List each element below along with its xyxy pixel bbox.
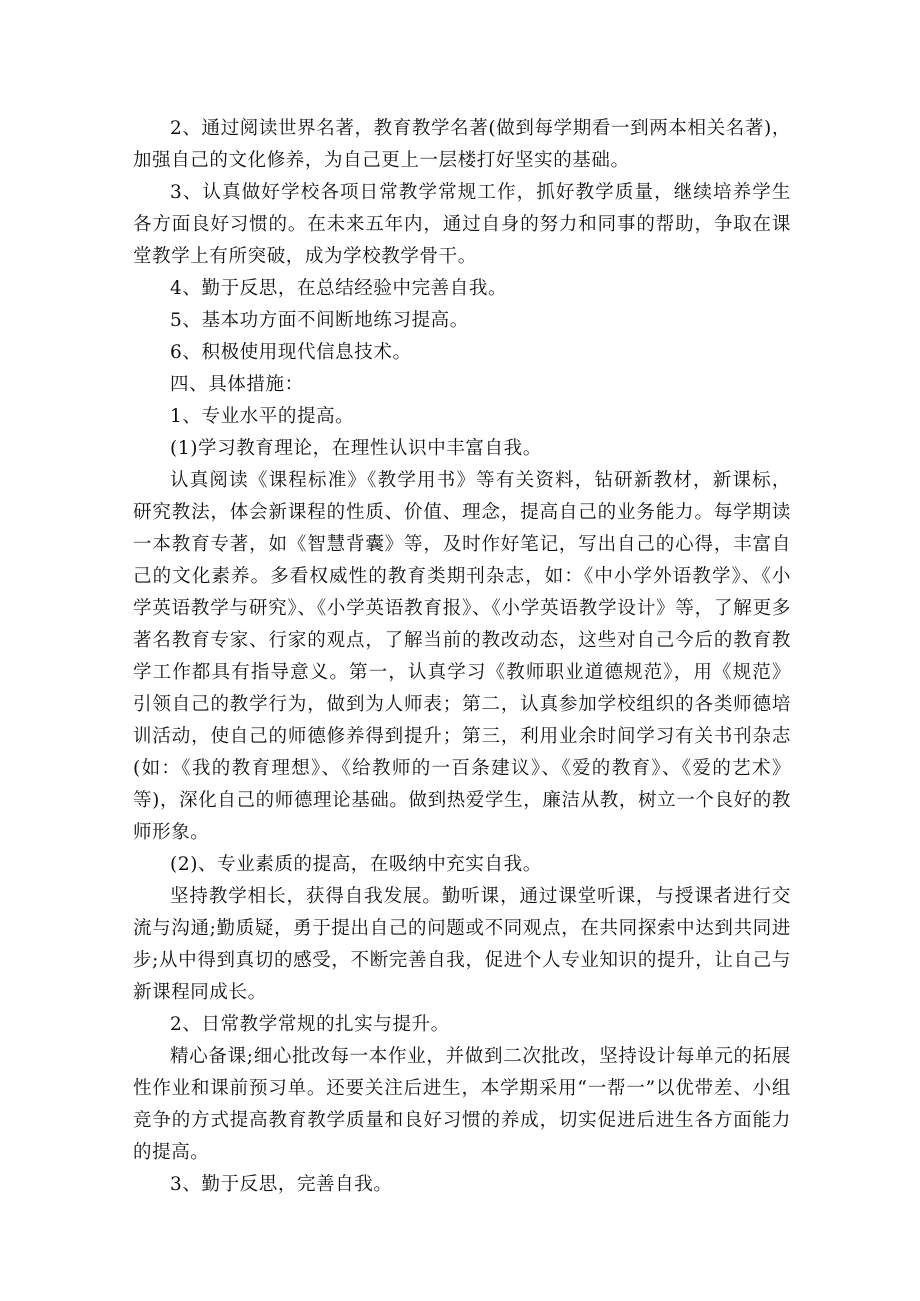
document-body <box>133 113 791 1201</box>
paragraph-routine-body: 精心备课;细心批改每一本作业，并做到二次批改，坚持设计每单元的拓展性作业和课前预习单。还要关注后进生，本学期采用“一帮一”以优带差、小组竞争的方式提高教育教学质量和良好习惯的养成，切实促进后进生各方面能力的提高。 <box>133 1046 791 1163</box>
subheading-quality: (2)、专业素质的提高，在吸纳中充实自我。 <box>170 854 542 875</box>
paragraph-theory-body: 认真阅读《课程标准》《教学用书》等有关资料，钻研新教材，新课标，研究教法，体会新课程的性质、价值、理念，提高自己的业务能力。每学期读一本教育专著，如《智慧背囊》等，及时作好笔记，写出自己的心得，丰富自己的文化素养。多看权威性的教育类期刊杂志，如：《中小学外语教学》、《小学英语教学与研究》、《小学英语教育报》、《小学英语教学设计》等，了解更多著名教育专家、行家的观点，了解当前的教改动态，这些对自己今后的教育教学工作都具有指导意义。第一，认真学习《教师职业道德规范》，用《规范》引领自己的教学行为，做到为人师表；第二，认真参加学校组织的各类师德培训活动，使自己的师德修养得到提升；第三，利用业余时间学习有关书刊杂志(如：《我的教育理想》、《给教师的一百条建议》、《爱的教育》、《爱的艺术》等)，深化自己的师德理论基础。做到热爱学生，廉洁从教，树立一个良好的教师形象。 <box>133 470 791 843</box>
section-heading-measures: 四、具体措施： <box>170 374 304 395</box>
paragraph-quality-body: 坚持教学相长，获得自我发展。勤听课，通过课堂听课，与授课者进行交流与沟通;勤质疑，勇于提出自己的问题或不同观点，在共同探索中达到共同进步;从中得到真切的感受，不断完善自我，促进个人专业知识的提升，让自己与新课程同成长。 <box>133 886 791 1003</box>
paragraph-goal-4: 4、勤于反思，在总结经验中完善自我。 <box>170 278 508 299</box>
subheading-professional-level: 1、专业水平的提高。 <box>170 406 355 427</box>
paragraph-goal-3: 3、认真做好学校各项日常教学常规工作，抓好教学质量，继续培养学生各方面良好习惯的。在未来五年内，通过自身的努力和同事的帮助，争取在课堂教学上有所突破，成为学校教学骨干。 <box>133 182 791 267</box>
subheading-reflection: 3、勤于反思，完善自我。 <box>170 1174 393 1195</box>
paragraph-goal-6: 6、积极使用现代信息技术。 <box>170 342 412 363</box>
subheading-theory: (1)学习教育理论，在理性认识中丰富自我。 <box>170 438 542 459</box>
paragraph-goal-5: 5、基本功方面不间断地练习提高。 <box>170 310 469 331</box>
subheading-routine: 2、日常教学常规的扎实与提升。 <box>170 1014 450 1035</box>
paragraph-goal-2: 2、通过阅读世界名著，教育教学名著(做到每学期看一到两本相关名著)，加强自己的文化修养，为自己更上一层楼打好坚实的基础。 <box>133 118 791 171</box>
